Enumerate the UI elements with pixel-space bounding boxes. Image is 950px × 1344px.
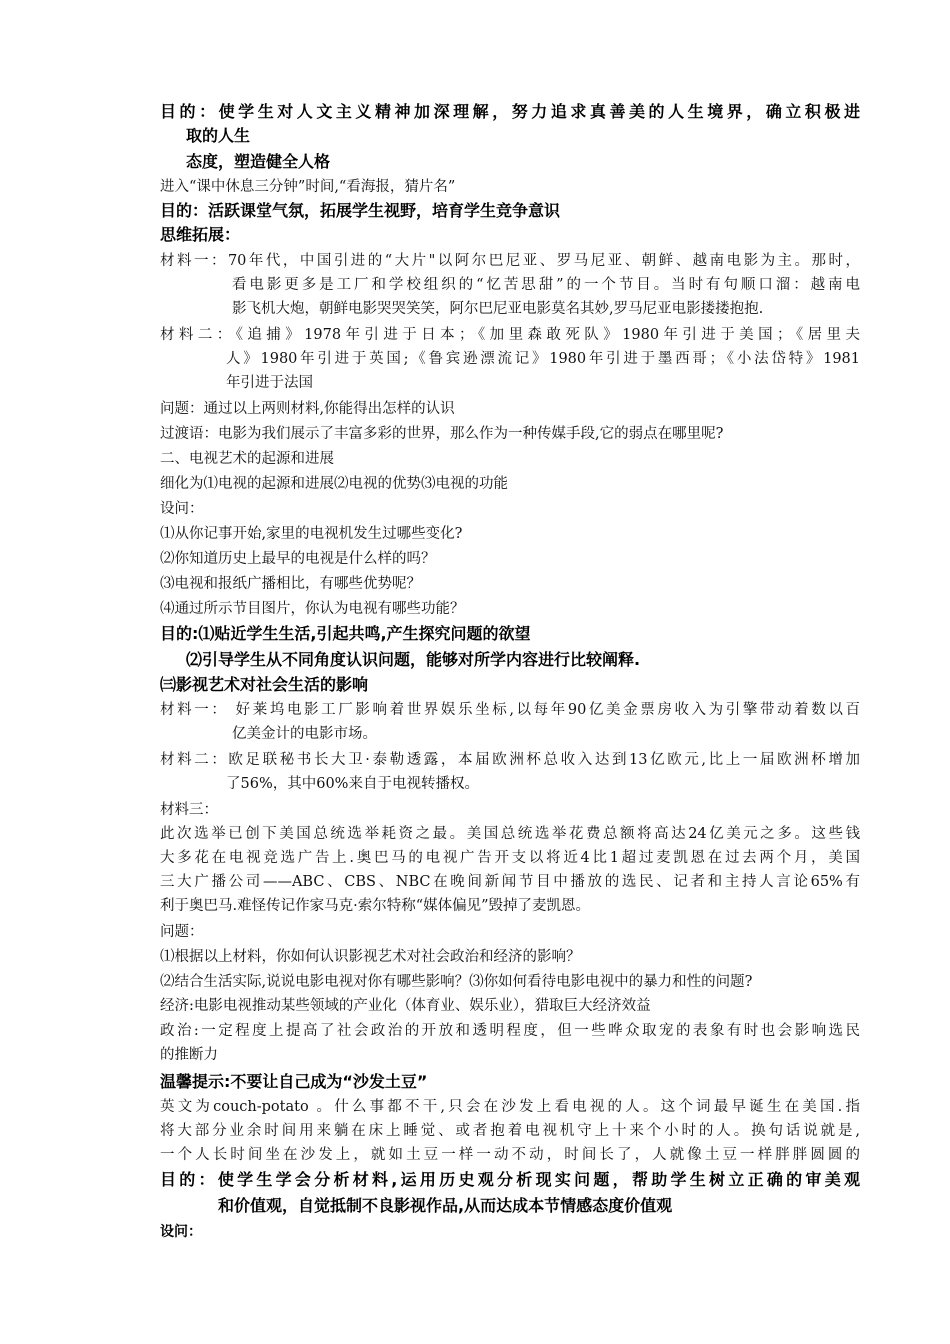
material-1b-line-1: 材料一： 好莱坞电影工厂影响着世界娱乐坐标,以每年90亿美金票房收入为引擎带动着数以百	[160, 702, 860, 718]
material-1-line-1: 材料一：70年代，中国引进的“大片"以阿尔巴尼亚、罗马尼亚、朝鲜、越南电影为主。那时，	[160, 253, 860, 269]
material-3-line-4: 利于奥巴马.难怪传记作家马克·索尔特称“媒体偏见”毁掉了麦凯恩。	[160, 898, 591, 914]
purpose-heading-2: 目的：活跃课堂气氛，拓展学生视野，培育学生竞争意识	[160, 201, 561, 220]
purpose-heading-4: 目的：使学生学会分析材料,运用历史观分析现实问题，帮助学生树立正确的审美观	[160, 1170, 860, 1189]
material-2-line-3: 年引进于法国	[226, 375, 313, 391]
purpose-heading-1-cont2: 态度，塑造健全人格	[186, 152, 331, 171]
list-item: ⑵结合生活实际,说说电影电视对你有哪些影响？⑶你如何看待电影电视中的暴力和性的问题?	[160, 974, 753, 990]
material-1-line-2: 看电影更多是工厂和学校组织的“忆苦思甜”的一个节目。当时有句顺口溜：越南电	[232, 277, 860, 293]
text-line: 细化为⑴电视的起源和进展⑵电视的优势⑶电视的功能	[160, 476, 508, 492]
politics-line-2: 的推断力	[160, 1047, 218, 1063]
list-item: ⑷通过所示节目图片，你认为电视有哪些功能？	[160, 601, 465, 617]
section-heading-3: ㈢影视艺术对社会生活的影响	[160, 675, 369, 694]
material-3-line-2: 大多花在电视竞选广告上.奥巴马的电视广告开支以将近4比1超过麦凯恩在过去两个月，美国	[160, 850, 860, 866]
transition-line: 过渡语：电影为我们展示了丰富多彩的世界，那么作为一种传媒手段,它的弱点在哪里呢?	[160, 426, 724, 442]
material-2-line-2: 人》1980年引进于英国;《鲁宾逊漂流记》1980年引进于墨西哥；《小法岱特》1981	[226, 351, 860, 367]
list-item: ⑵你知道历史上最早的电视是什么样的吗？	[160, 551, 436, 567]
purpose-heading-1: 目的：使学生对人文主义精神加深理解，努力追求真善美的人生境界，确立积极进	[160, 102, 860, 121]
ask-label: 设问：	[160, 501, 204, 517]
tip-line-1: 英文为couch-potato 。什么事都不干,只会在沙发上看电视的人。这个词最早诞生在美国.指	[160, 1099, 860, 1115]
list-item: ⑴根据以上材料，你如何认识影视艺术对社会政治和经济的影响？	[160, 949, 581, 965]
material-1b-line-2: 亿美金计的电影市场。	[232, 726, 377, 742]
question-label: 问题：	[160, 924, 204, 940]
list-item: ⑴从你记事开始,家里的电视机发生过哪些变化?	[160, 526, 463, 542]
purpose-heading-4-cont: 和价值观，自觉抵制不良影视作品,从而达成本节情感态度价值观	[218, 1196, 673, 1215]
material-2b-line-2: 了56%，其中60%来自于电视转播权。	[226, 776, 479, 792]
tip-heading: 温馨提示:不要让自己成为“沙发土豆”	[160, 1072, 428, 1091]
tip-line-2: 将大部分业余时间用来躺在床上睡觉、或者抱着电视机守上十来个小时的人。换句话说就是,	[160, 1123, 860, 1139]
material-1-line-3: 影飞机大炮，朝鲜电影哭哭笑笑，阿尔巴尼亚电影莫名其妙,罗马尼亚电影搂搂抱抱.	[232, 301, 764, 317]
section-heading-2: 二、电视艺术的起源和进展	[160, 451, 334, 467]
material-3-label: 材料三：	[160, 802, 218, 818]
economy-line: 经济:电影电视推动某些领域的产业化（体育业、娱乐业），猎取巨大经济效益	[160, 998, 651, 1014]
section-heading-thinking: 思维拓展：	[160, 225, 241, 244]
tip-line-3: 一个人长时间坐在沙发上，就如土豆一样一动不动，时间长了，人就像土豆一样胖胖圆圆的	[160, 1147, 860, 1163]
material-2b-line-1: 材料二：欧足联秘书长大卫·泰勒透露，本届欧洲杯总收入达到13亿欧元,比上一届欧洲杯增加	[160, 752, 860, 768]
material-3-line-3: 三大广播公司——ABC、CBS、NBC在晚间新闻节目中播放的选民、记者和主持人言论65%有	[160, 874, 860, 890]
purpose-heading-1-cont: 取的人生	[186, 126, 251, 145]
politics-line-1: 政治:一定程度上提高了社会政治的开放和透明程度，但一些哗众取宠的表象有时也会影响选民	[160, 1023, 860, 1039]
list-item: ⑶电视和报纸广播相比，有哪些优势呢？	[160, 576, 421, 592]
material-2-line-1: 材料二：《追捕》1978年引进于日本；《加里森敢死队》1980年引进于美国；《居里夫	[160, 327, 860, 343]
purpose-heading-3: 目的:⑴贴近学生生活,引起共鸣,产生探究问题的欲望	[160, 624, 531, 643]
text-line: 进入“课中休息三分钟”时间,“看海报，猜片名”	[160, 179, 456, 195]
purpose-heading-3-cont: ⑵引导学生从不同角度认识问题，能够对所学内容进行比较阐释.	[186, 650, 641, 669]
ask-label-bold: 设问：	[160, 1224, 202, 1240]
question-line: 问题：通过以上两则材料,你能得出怎样的认识	[160, 401, 455, 417]
material-3-line-1: 此次选举已创下美国总统选举耗资之最。美国总统选举花费总额将高达24亿美元之多。这些钱	[160, 826, 860, 842]
